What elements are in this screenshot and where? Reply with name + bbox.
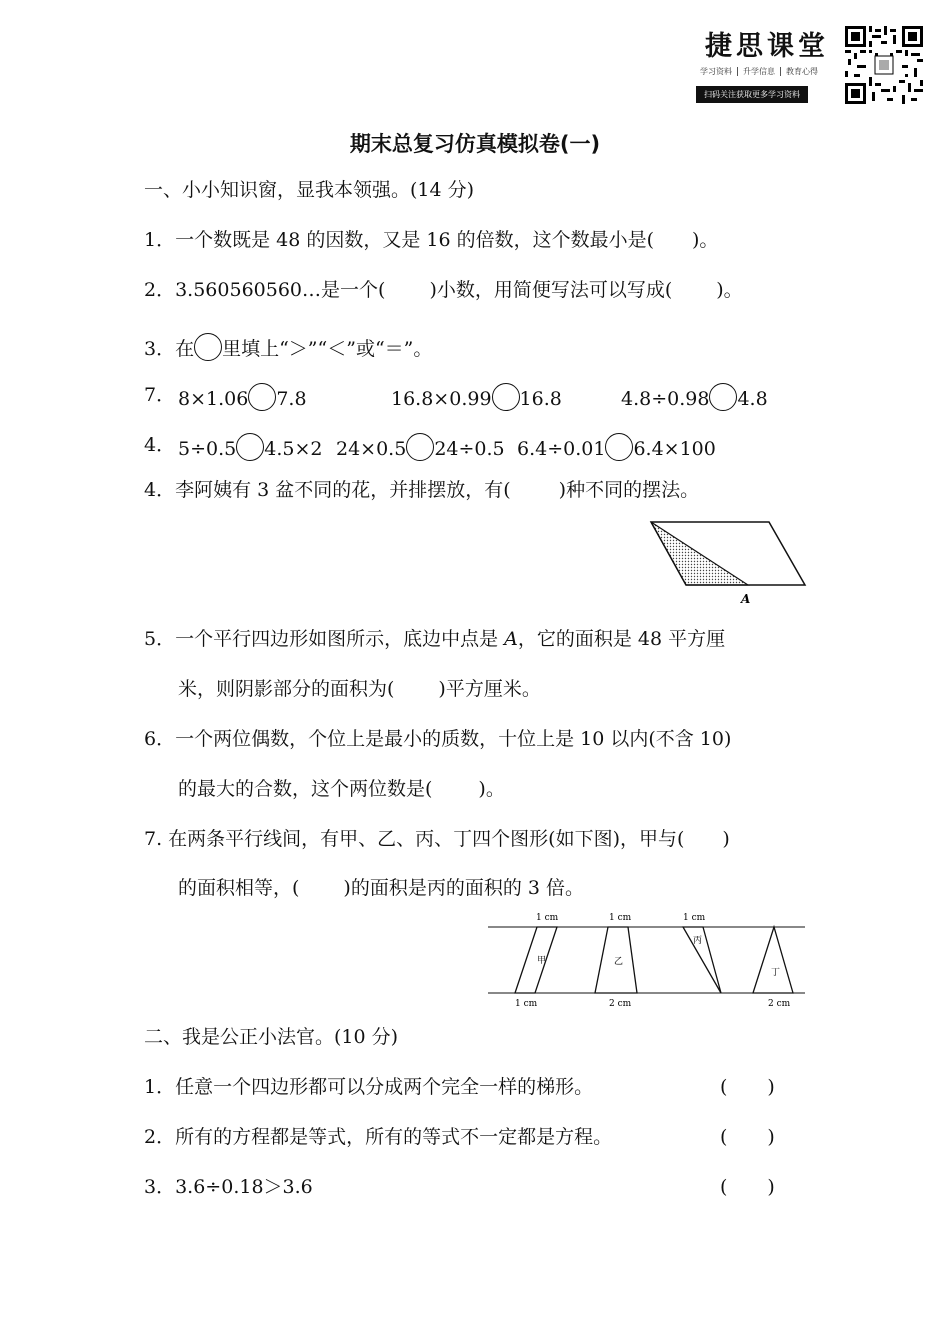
brand-banner: 扫码关注获取更多学习资料 [696, 86, 808, 103]
q3-row1-num: 7． [144, 384, 176, 406]
judge-text: 2．所有的方程都是等式，所有的等式不一定都是方程。 [144, 1126, 613, 1148]
paren-right: ) [767, 1176, 775, 1198]
shaded-triangle [651, 522, 748, 585]
shape-label-jia: 甲 [537, 956, 547, 966]
question-7 [144, 827, 730, 851]
brand-tag-2: 升学信息 [738, 67, 781, 76]
brand-tag-1: 学习资料 [695, 67, 738, 76]
paren-left: ( [720, 1076, 728, 1098]
question-5-line-2 [178, 677, 541, 701]
q4-text: 4．李阿姨有 3 盆不同的花，并排摆放，有( [144, 479, 511, 501]
page-title: 期末总复习仿真模拟卷(一) [349, 132, 601, 156]
q4-end: )种不同的摆法。 [558, 479, 700, 501]
compare-item [178, 433, 322, 461]
q3-text-b: 里填上“＞”“＜”或“＝”。 [222, 338, 433, 360]
judge-text: 1．任意一个四边形都可以分成两个完全一样的梯形。 [144, 1076, 594, 1098]
bottom-label: 1 cm [515, 999, 538, 1009]
q7-text-b: 的面积相等，( [178, 877, 300, 899]
judge-answer-1[interactable] [720, 1075, 775, 1099]
q7-paren: ) [722, 828, 730, 850]
compare-left: 16.8×0.99 [391, 388, 492, 410]
question-6-line-2 [178, 777, 505, 801]
compare-left: 4.8÷0.98 [621, 388, 710, 410]
q6-text: 6．一个两位偶数，个位上是最小的质数，十位上是 10 以内(不含 10) [144, 728, 732, 750]
qr-code-icon[interactable] [845, 26, 923, 104]
compare-right: 6.4×100 [633, 438, 716, 460]
question-5 [144, 627, 725, 651]
top-label: 1 cm [609, 913, 632, 923]
judge-item-3 [144, 1175, 313, 1199]
compare-item [178, 383, 307, 411]
q5-point-a: A [504, 628, 518, 650]
judge-item-2 [144, 1125, 612, 1149]
compare-right: 4.8 [737, 388, 768, 410]
answer-circle-icon[interactable] [248, 383, 276, 411]
q3-row-1 [144, 383, 175, 407]
compare-item [517, 433, 716, 461]
answer-circle-icon[interactable] [709, 383, 737, 411]
q7-end: )的面积是丙的面积的 3 倍。 [343, 877, 585, 899]
q6-end: )。 [478, 778, 505, 800]
answer-circle-icon[interactable] [605, 433, 633, 461]
shape-label-bing: 丙 [693, 936, 703, 946]
top-label: 1 cm [683, 913, 706, 923]
brand-name: 捷思课堂 [705, 31, 829, 62]
q2-end: )。 [716, 279, 743, 301]
q5-end: )平方厘米。 [438, 678, 541, 700]
compare-left: 8×1.06 [178, 388, 249, 410]
question-4 [144, 478, 699, 502]
bottom-label: 2 cm [609, 999, 632, 1009]
brand-tags [695, 66, 823, 77]
answer-circle-icon[interactable] [492, 383, 520, 411]
compare-right: 4.5×2 [264, 438, 323, 460]
section1-heading: 一、小小知识窗，显我本领强。(14 分) [144, 179, 475, 201]
answer-circle-icon[interactable] [406, 433, 434, 461]
parallel-shapes-figure [485, 905, 810, 1013]
question-3 [144, 333, 432, 361]
shape-label-ding: 丁 [771, 968, 781, 978]
q2-text-b: )小数，用简便写法可以写成( [429, 279, 673, 301]
q3-text-a: 3．在 [144, 338, 195, 360]
q6-text-b: 的最大的合数，这个两位数是( [178, 778, 433, 800]
compare-item [391, 383, 562, 411]
answer-circle-icon[interactable] [236, 433, 264, 461]
shape-ding [753, 927, 793, 993]
q3-row2-num: 4． [144, 434, 176, 456]
paren-right: ) [767, 1076, 775, 1098]
point-a-label: A [741, 592, 751, 606]
compare-item [336, 433, 505, 461]
paren-right: ) [767, 1126, 775, 1148]
q5-text-a: 5．一个平行四边形如图所示，底边中点是 [144, 628, 505, 650]
question-7-line-2 [178, 876, 584, 900]
section2-heading: 二、我是公正小法官。(10 分) [144, 1026, 399, 1048]
compare-right: 16.8 [519, 388, 562, 410]
question-1 [144, 228, 718, 252]
judge-item-1 [144, 1075, 593, 1099]
q1-end: )。 [692, 229, 719, 251]
paren-left: ( [720, 1176, 728, 1198]
compare-right: 24÷0.5 [434, 438, 505, 460]
answer-circle-icon[interactable] [194, 333, 222, 361]
compare-left: 5÷0.5 [178, 438, 237, 460]
compare-left: 6.4÷0.01 [517, 438, 606, 460]
parallelogram-figure [645, 515, 810, 607]
question-6 [144, 727, 731, 751]
judge-answer-3[interactable] [720, 1175, 775, 1199]
brand-tag-3: 教育心得 [786, 67, 818, 76]
q5-text-b: ，它的面积是 48 平方厘 [517, 628, 726, 650]
shape-jia [515, 927, 557, 993]
paren-left: ( [720, 1126, 728, 1148]
question-2 [144, 278, 743, 302]
bottom-label: 2 cm [768, 999, 791, 1009]
compare-item [621, 383, 768, 411]
q5-text-c: 米，则阴影部分的面积为( [178, 678, 395, 700]
compare-right: 7.8 [276, 388, 307, 410]
q2-text-a: 2．3.560560560…是一个( [144, 279, 386, 301]
judge-answer-2[interactable] [720, 1125, 775, 1149]
compare-left: 24×0.5 [336, 438, 407, 460]
q1-text: 1．一个数既是 48 的因数，又是 16 的倍数，这个数最小是( [144, 229, 655, 251]
judge-text: 3．3.6÷0.18＞3.6 [144, 1176, 313, 1198]
q3-row-2 [144, 433, 175, 457]
top-label: 1 cm [536, 913, 559, 923]
q7-text-a: 7. 在两条平行线间，有甲、乙、丙、丁四个图形(如下图)，甲与( [144, 828, 685, 850]
shape-label-yi: 乙 [614, 957, 624, 967]
